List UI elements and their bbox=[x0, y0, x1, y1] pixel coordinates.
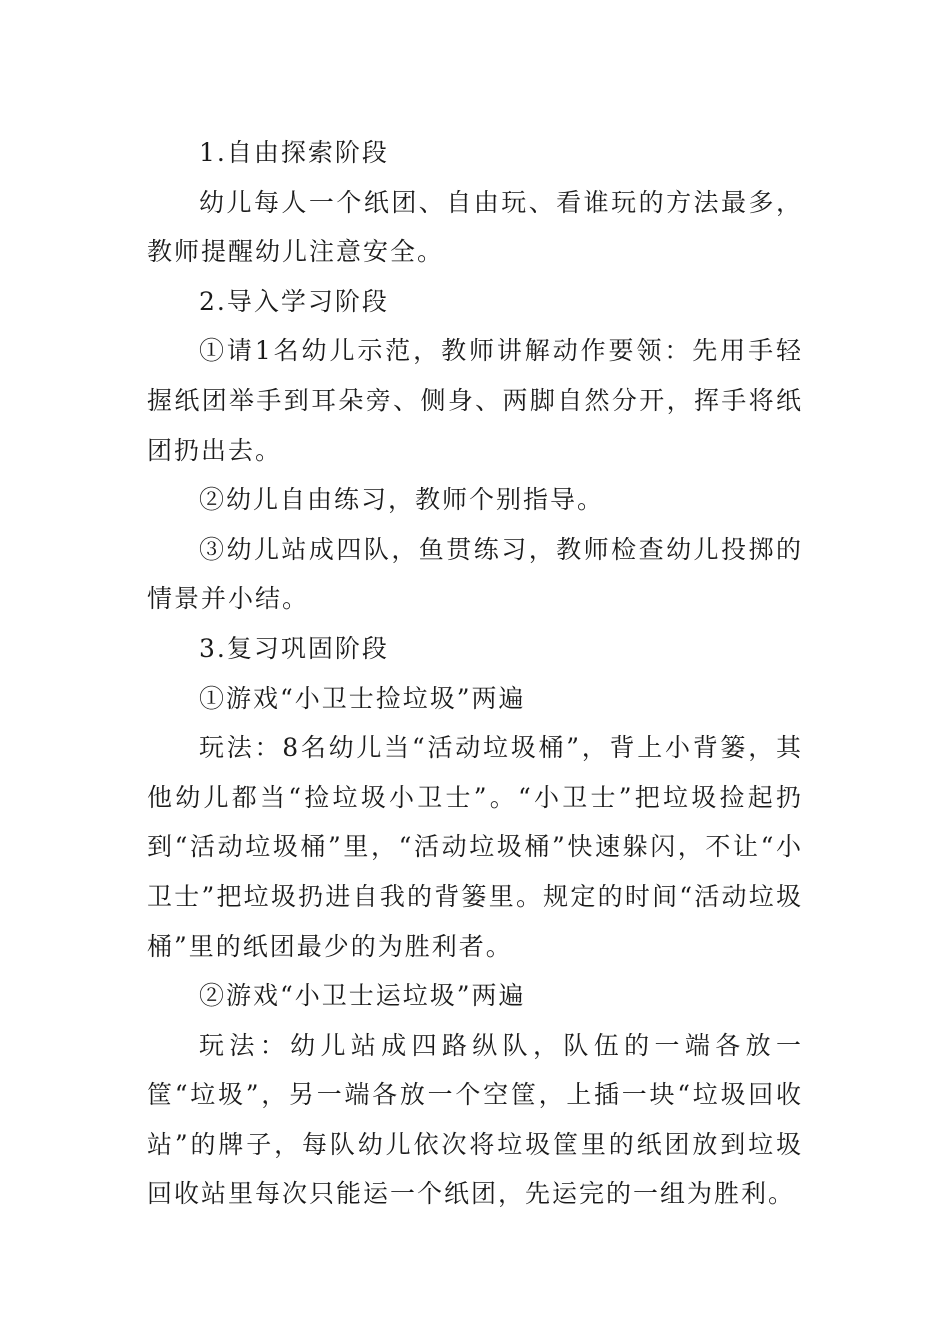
paragraph-demonstration: ①请1名幼儿示范，教师讲解动作要领：先用手轻握纸团举手到耳朵旁、侧身、两脚自然分开，挥手将纸团扔出去。 bbox=[147, 336, 803, 465]
document-body bbox=[147, 128, 803, 1219]
game-rules-pick-up-trash: 玩法：8名幼儿当“活动垃圾桶”，背上小背篓，其他幼儿都当“捡垃圾小卫士”。“小卫士”把垃圾捡起扔到“活动垃圾桶”里，“活动垃圾桶”快速躲闪，不让“小卫士”把垃圾扔进自我的背篓里。规定的时间“活动垃圾桶”里的纸团最少的为胜利者。 bbox=[147, 733, 803, 961]
heading-review-consolidation: 3.复习巩固阶段 bbox=[199, 633, 389, 663]
game-title-pick-up-trash: ①游戏“小卫士捡垃圾”两遍 bbox=[199, 683, 526, 713]
paragraph-free-practice: ②幼儿自由练习，教师个别指导。 bbox=[199, 485, 605, 515]
paragraph-queue-practice: ③幼儿站成四队，鱼贯练习，教师检查幼儿投掷的情景并小结。 bbox=[147, 534, 803, 614]
heading-guided-learning: 2.导入学习阶段 bbox=[199, 286, 389, 316]
game-title-carry-trash: ②游戏“小卫士运垃圾”两遍 bbox=[199, 981, 526, 1011]
heading-free-exploration: 1.自由探索阶段 bbox=[199, 138, 389, 167]
game-rules-carry-trash: 玩法：幼儿站成四路纵队，队伍的一端各放一筐“垃圾”，另一端各放一个空筐，上插一块“垃圾回收站”的牌子，每队幼儿依次将垃圾筐里的纸团放到垃圾回收站里每次只能运一个纸团，先运完的一组为胜利。 bbox=[147, 1030, 803, 1209]
paragraph-free-play: 幼儿每人一个纸团、自由玩、看谁玩的方法最多，教师提醒幼儿注意安全。 bbox=[147, 187, 803, 267]
